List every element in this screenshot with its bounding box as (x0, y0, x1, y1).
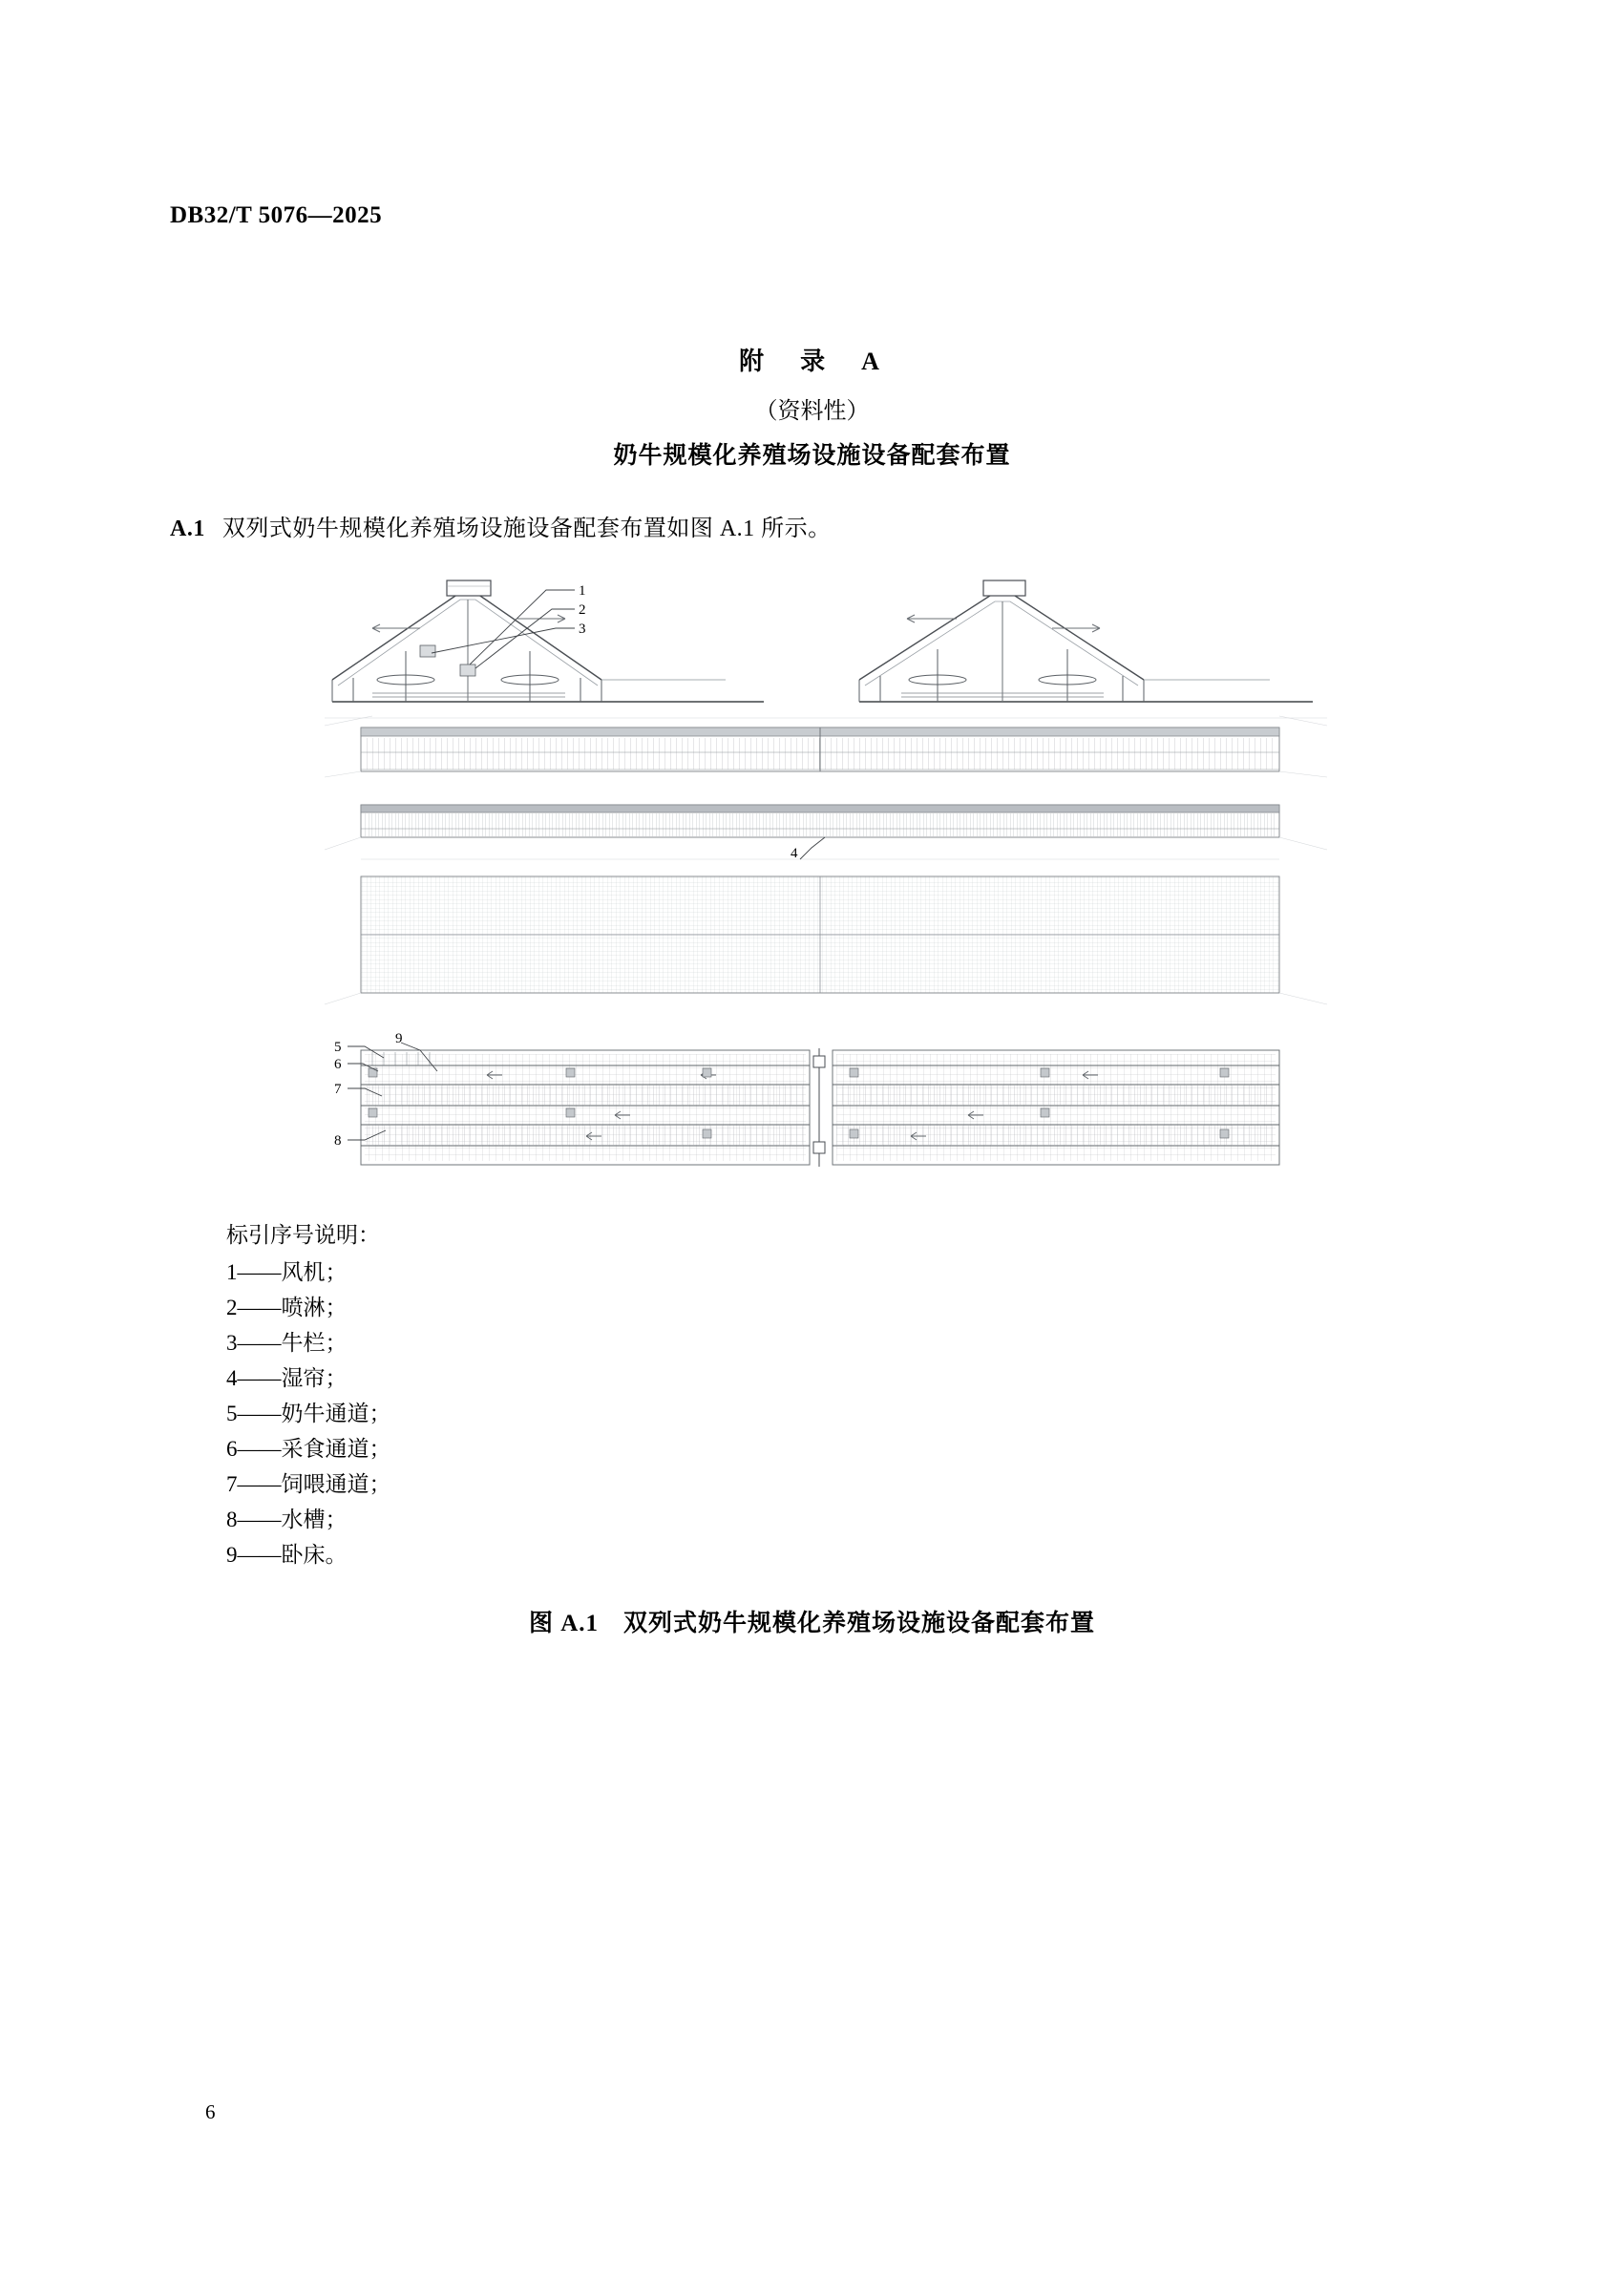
appendix-name: 奶牛规模化养殖场设施设备配套布置 (613, 443, 1011, 469)
figure-a1 (315, 573, 1337, 1203)
page-header-standard-number: DB32/T 5076—2025 (170, 202, 383, 228)
page-number: 6 (205, 2100, 216, 2123)
appendix-subtitle: （资料性） (754, 399, 870, 424)
figure-callout-8: 8 (334, 1133, 342, 1149)
key-item-7: 7——饲喂通道； (226, 1472, 391, 1496)
key-item-1: 1——风机； (226, 1260, 348, 1284)
figure-callout-7: 7 (334, 1082, 342, 1097)
elevation-band-2 (361, 805, 1279, 837)
clause-number: A.1 (170, 517, 205, 541)
barn-section-left (332, 580, 764, 702)
figure-caption: 图 A.1 双列式奶牛规模化养殖场设施设备配套布置 (528, 1611, 1096, 1636)
figure-callout-6: 6 (334, 1057, 342, 1072)
key-item-4: 4——湿帘； (226, 1366, 348, 1390)
figure-callout-1 (579, 583, 586, 599)
key-item-8: 8——水槽； (226, 1508, 348, 1531)
key-item-9: 9——卧床。 (226, 1543, 348, 1567)
appendix-title: 附 录 A (739, 348, 885, 375)
figure-callout-4: 4 (791, 846, 798, 861)
figure-callout-3 (579, 622, 586, 637)
figure-callout-2 (579, 602, 586, 618)
svg-text:2: 2 (579, 602, 586, 618)
figure-key-list (226, 1217, 391, 1572)
key-item-3: 3——牛栏； (226, 1331, 348, 1355)
clause-text: 双列式奶牛规模化养殖场设施设备配套布置如图 A.1 所示。 (221, 517, 832, 541)
figure-callout-5: 5 (334, 1040, 342, 1055)
key-item-5: 5——奶牛通道； (226, 1402, 391, 1425)
figure-callout-leaders-top (432, 590, 575, 668)
elevation-band-1 (361, 728, 1279, 771)
barn-elevation-views (325, 716, 1327, 1004)
barn-plan-view (361, 1048, 1279, 1167)
barn-section-right (859, 580, 1313, 702)
key-item-2: 2——喷淋； (226, 1296, 348, 1319)
svg-text:3: 3 (579, 622, 586, 637)
figure-callout-leader-4 (800, 837, 825, 859)
clause-a1 (170, 509, 832, 542)
svg-text:1: 1 (579, 583, 586, 599)
figure-callout-9: 9 (395, 1031, 403, 1046)
key-list-title: 标引序号说明： (226, 1223, 380, 1247)
roof-plan (361, 876, 1279, 993)
key-item-6: 6——采食通道； (226, 1437, 391, 1461)
